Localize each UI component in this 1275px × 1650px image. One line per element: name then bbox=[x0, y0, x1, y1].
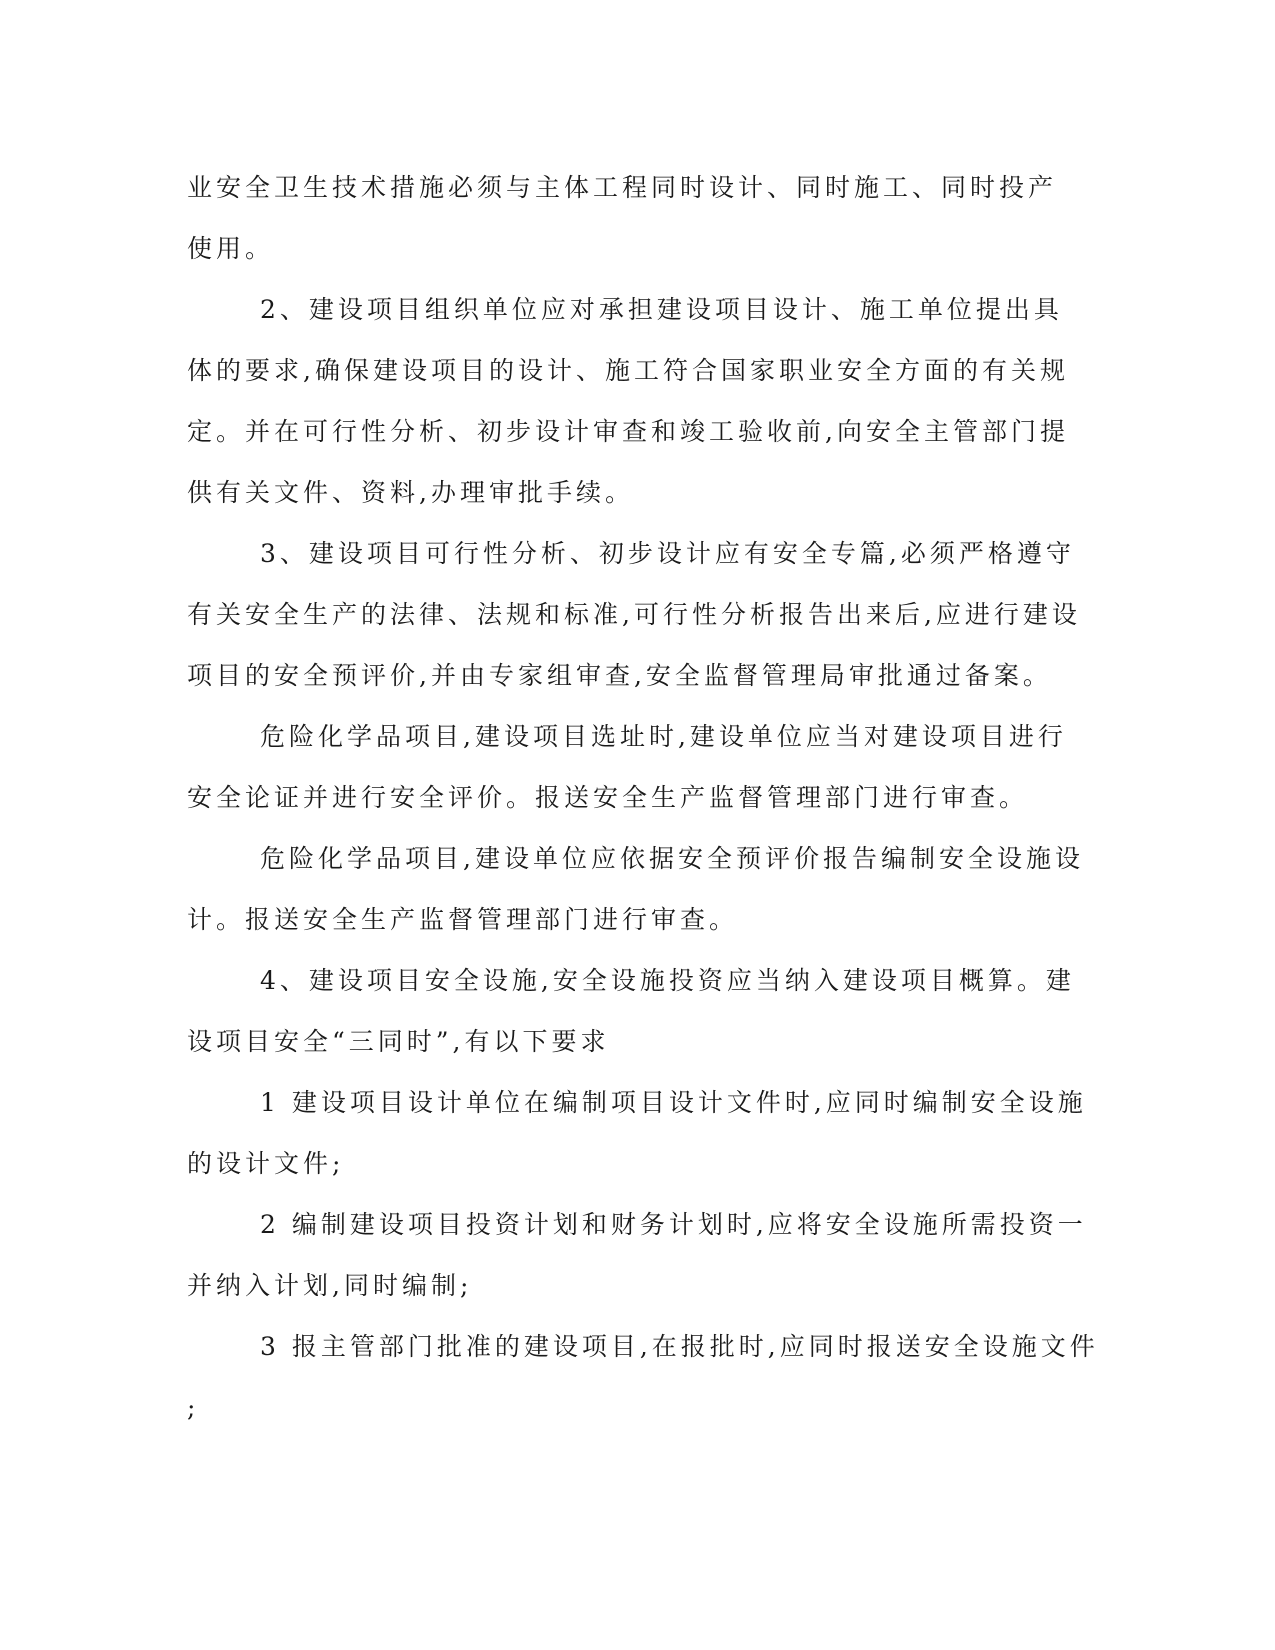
paragraph-2 bbox=[187, 279, 1087, 523]
paragraph-5 bbox=[187, 828, 1087, 950]
text-line: 体的要求,确保建设项目的设计、施工符合国家职业安全方面的有关规 bbox=[187, 356, 1069, 385]
text-line: 供有关文件、资料,办理审批手续。 bbox=[187, 478, 634, 507]
text-line: 的设计文件; bbox=[187, 1149, 345, 1178]
text-line: 有关安全生产的法律、法规和标准,可行性分析报告出来后,应进行建设 bbox=[187, 600, 1081, 629]
text-line: 计。报送安全生产监督管理部门进行审查。 bbox=[187, 905, 739, 934]
paragraph-9 bbox=[187, 1316, 1099, 1438]
text-line: 使用。 bbox=[187, 234, 275, 263]
text-line: 项目的安全预评价,并由专家组审查,安全监督管理局审批通过备案。 bbox=[187, 661, 1052, 690]
paragraph-8 bbox=[187, 1194, 1087, 1316]
paragraph-7 bbox=[187, 1072, 1087, 1194]
paragraph-1 bbox=[187, 157, 1087, 279]
document-body bbox=[187, 157, 1099, 1438]
text-line: 危险化学品项目,建设单位应依据安全预评价报告编制安全设施设 bbox=[260, 844, 1084, 873]
text-line: 并纳入计划,同时编制; bbox=[187, 1271, 473, 1300]
text-line: 安全论证并进行安全评价。报送安全生产监督管理部门进行审查。 bbox=[187, 783, 1029, 812]
text-line: 3、建设项目可行性分析、初步设计应有安全专篇,必须严格遵守 bbox=[260, 539, 1075, 568]
text-line: 3 报主管部门批准的建设项目,在报批时,应同时报送安全设施文件 bbox=[260, 1332, 1099, 1361]
text-line: 1 建设项目设计单位在编制项目设计文件时,应同时编制安全设施 bbox=[260, 1088, 1087, 1117]
text-line: ; bbox=[187, 1393, 200, 1422]
text-line: 业安全卫生技术措施必须与主体工程同时设计、同时施工、同时投产 bbox=[187, 173, 1058, 202]
text-line: 2 编制建设项目投资计划和财务计划时,应将安全设施所需投资一 bbox=[260, 1210, 1087, 1239]
paragraph-4 bbox=[187, 706, 1087, 828]
text-line: 4、建设项目安全设施,安全设施投资应当纳入建设项目概算。建 bbox=[260, 966, 1075, 995]
paragraph-3 bbox=[187, 523, 1087, 706]
text-line: 2、建设项目组织单位应对承担建设项目设计、施工单位提出具 bbox=[260, 295, 1063, 324]
paragraph-6 bbox=[187, 950, 1087, 1072]
text-line: 危险化学品项目,建设项目选址时,建设单位应当对建设项目进行 bbox=[260, 722, 1067, 751]
text-line: 定。并在可行性分析、初步设计审查和竣工验收前,向安全主管部门提 bbox=[187, 417, 1069, 446]
text-line: 设项目安全“三同时”,有以下要求 bbox=[187, 1027, 610, 1056]
